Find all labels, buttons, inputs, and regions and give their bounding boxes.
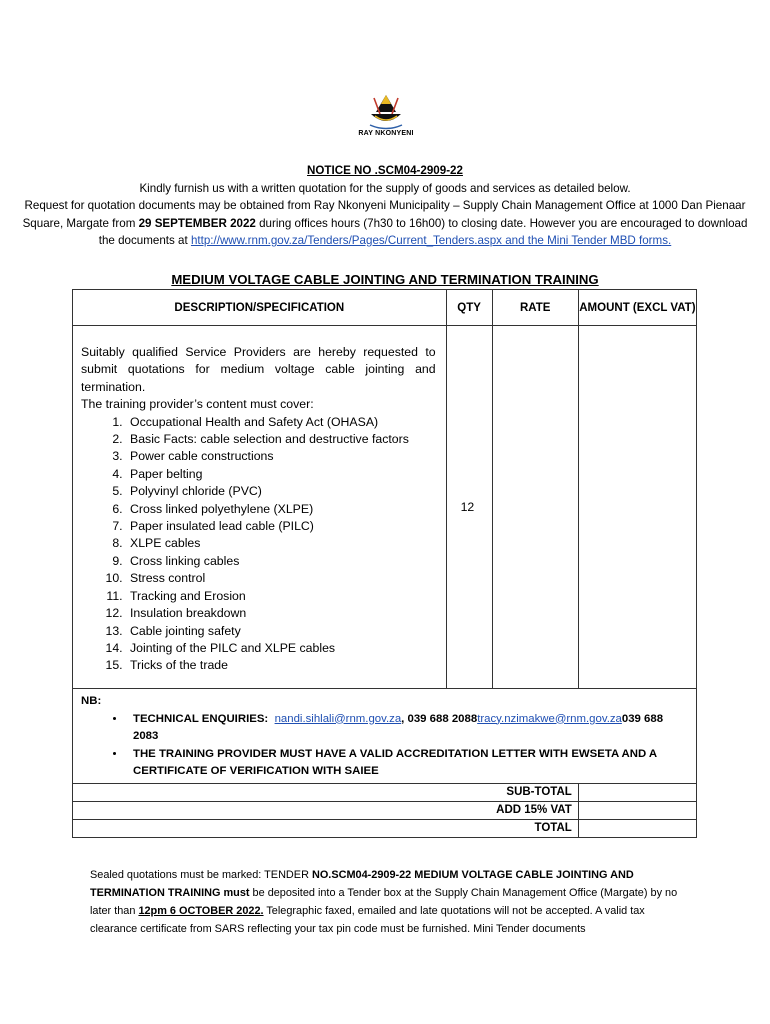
content-heading: The training provider’s content must cover: — [81, 397, 314, 412]
qty-cell: 12 — [446, 326, 492, 689]
list-item: 5. Polyvinyl chloride (PVC) — [126, 483, 436, 500]
list-item: 6. Cross linked polyethylene (XLPE) — [126, 501, 436, 518]
nb-label: NB: — [81, 695, 102, 707]
rate-cell — [492, 326, 578, 689]
tenders-link[interactable]: http://www.rnm.gov.za/Tenders/Pages/Current_Tenders.aspx and the Mini Tender MBD forms. — [190, 234, 672, 247]
vat-value — [578, 801, 696, 819]
header-qty: QTY — [446, 290, 492, 326]
subtotal-label: SUB-TOTAL — [73, 783, 579, 801]
email-link-1[interactable]: nandi.sihlali@rnm.gov.za — [274, 712, 402, 725]
list-item: 3. Power cable constructions — [126, 448, 436, 465]
notice-details-text-2: during offices hours (7h30 to 16h00) to closing date. However you are encouraged to download the documents at — [98, 216, 748, 247]
notice-number: NOTICE NO .SCM04-2909-22 — [307, 164, 463, 177]
closing-date: 12pm 6 OCTOBER 2022. — [138, 905, 264, 917]
list-item: 9. Cross linking cables — [126, 553, 436, 570]
footer-tender-ref: NO.SCM04-2909-22 MEDIUM VOLTAGE CABLE JOINTING AND TERMINATION TRAINING must — [90, 869, 634, 899]
nb-list — [81, 711, 688, 781]
footer-text-a: Sealed quotations must be marked: TENDER — [90, 869, 312, 881]
total-label: TOTAL — [73, 819, 579, 837]
total-row — [73, 819, 697, 837]
amount-cell — [578, 326, 696, 689]
vat-row — [73, 801, 697, 819]
list-item: 15. Tricks of the trade — [126, 657, 436, 674]
boat-mountain-logo-icon — [366, 92, 406, 132]
notice-details-text: Request for quotation documents may be obtained from Ray Nkonyeni Municipality – Supply Chain Management Office at 1000 Dan Pienaar Square, Margate from — [22, 199, 746, 230]
list-item: 1. Occupational Health and Safety Act (OHASA) — [126, 414, 436, 431]
table-row — [73, 326, 697, 689]
list-item: 4. Paper belting — [126, 466, 436, 483]
nb-row — [73, 689, 697, 784]
nb-cell — [73, 689, 697, 784]
content-list — [81, 414, 436, 675]
list-item: 10. Stress control — [126, 570, 436, 587]
total-value — [578, 819, 696, 837]
document-title: MEDIUM VOLTAGE CABLE JOINTING AND TERMINATION TRAINING — [171, 272, 599, 287]
list-item — [126, 746, 688, 781]
footer-text-c: be deposited into a Tender box at the Supply Chain Management Office (Margate) by no later than — [90, 887, 678, 917]
subtotal-value — [578, 783, 696, 801]
list-item: 7. Paper insulated lead cable (PILC) — [126, 518, 436, 535]
accreditation-requirement: THE TRAINING PROVIDER MUST HAVE A VALID ACCREDITATION LETTER WITH EWSETA AND A CERTIFICATE OF VERIFICATION WITH SAIEE — [133, 747, 657, 777]
header-rate: RATE — [492, 290, 578, 326]
phone-2: 039 688 2083 — [133, 712, 664, 742]
description-intro: Suitably qualified Service Providers are hereby requested to submit quotations for medium voltage cable jointing and termination. — [81, 345, 436, 394]
footer-text-e: Telegraphic faxed, emailed and late quotations will not be accepted. A valid tax clearance certificate from SARS reflecting your tax pin code must be furnished. Mini Tender documents — [90, 905, 645, 935]
vat-label: ADD 15% VAT — [73, 801, 579, 819]
notice-intro: Kindly furnish us with a written quotation for the supply of goods and services as detailed below. — [139, 181, 631, 195]
subtotal-row — [73, 783, 697, 801]
email-link-2[interactable]: tracy.nzimakwe@rnm.gov.za — [477, 712, 622, 725]
header-amount: AMOUNT (EXCL VAT) — [578, 290, 696, 326]
list-item: 11. Tracking and Erosion — [126, 588, 436, 605]
logo-name: RAY NKONYENI — [358, 130, 414, 137]
table-header-row — [73, 290, 697, 326]
phone-1: , 039 688 2088 — [401, 712, 478, 725]
list-item — [126, 711, 688, 746]
notice-header — [18, 162, 752, 250]
list-item: 13. Cable jointing safety — [126, 623, 436, 640]
header-description: DESCRIPTION/SPECIFICATION — [73, 290, 447, 326]
list-item: 12. Insulation breakdown — [126, 605, 436, 622]
list-item: 8. XLPE cables — [126, 535, 436, 552]
notice-start-date: 29 SEPTEMBER 2022 — [138, 216, 256, 230]
notice-details — [18, 197, 752, 250]
description-cell — [73, 326, 447, 689]
municipality-logo — [355, 92, 417, 150]
enquiries-label: TECHNICAL ENQUIRIES: — [133, 712, 269, 725]
list-item: 2. Basic Facts: cable selection and destructive factors — [126, 431, 436, 448]
specification-table — [72, 289, 697, 838]
submission-instructions — [90, 866, 682, 938]
list-item: 14. Jointing of the PILC and XLPE cables — [126, 640, 436, 657]
